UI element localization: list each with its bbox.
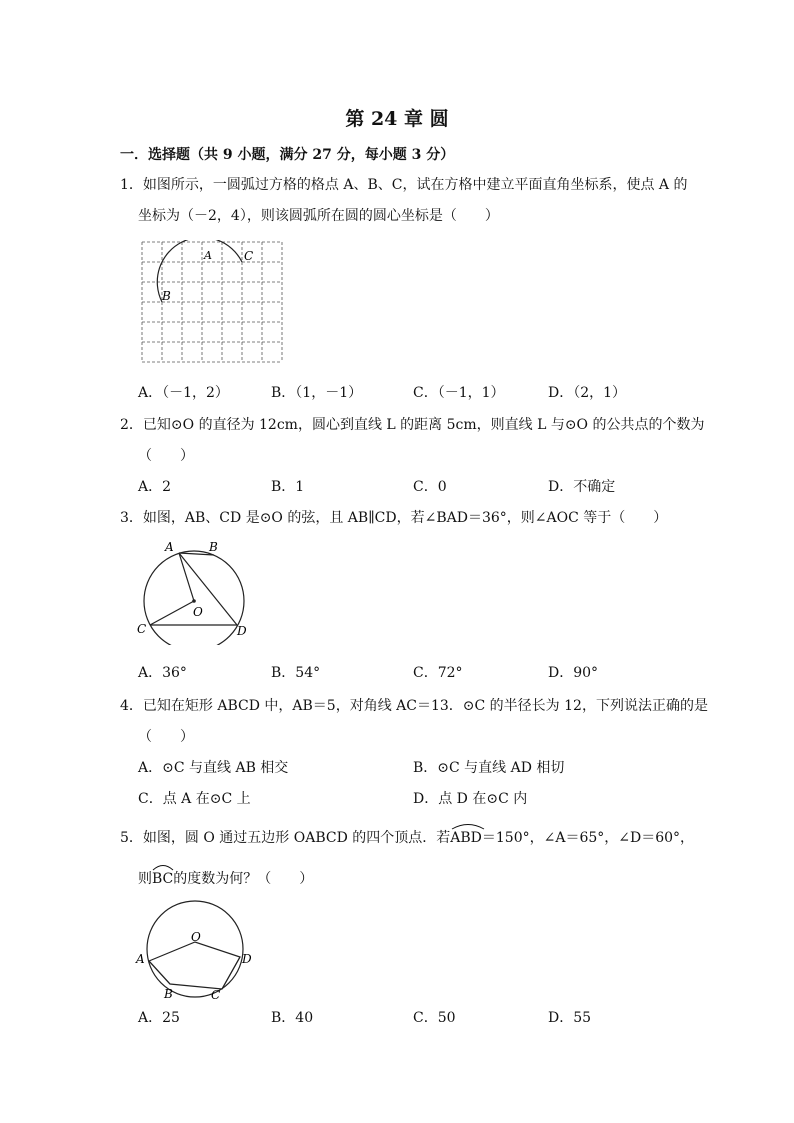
segment-oc	[150, 601, 194, 625]
q4-option-d: D．点 D 在⊙C 内	[413, 791, 528, 807]
q1-option-a: A．（－1，2）	[138, 385, 229, 401]
side-cd	[222, 957, 240, 989]
q1-option-d: D．（2，1）	[548, 385, 627, 401]
label-a: A	[136, 952, 145, 966]
label-d: D	[242, 952, 252, 966]
arc-notation-bc: BC	[152, 869, 173, 889]
label-d: D	[237, 624, 247, 638]
q2-text-line1: 2．已知⊙O 的直径为 12cm，圆心到直线 L 的距离 5cm，则直线 L 与⊙O 的公共点的个数为	[120, 417, 705, 433]
q1-text-line2: 坐标为（－2，4），则该圆弧所在圆的圆心坐标是（ ）	[138, 208, 499, 224]
circle-o	[147, 901, 243, 997]
section-heading: 一．选择题（共 9 小题，满分 27 分，每小题 3 分）	[120, 147, 455, 163]
label-a: A	[165, 540, 174, 554]
q5-option-d: D．55	[548, 1010, 592, 1026]
label-o: O	[191, 930, 201, 944]
label-c: C	[211, 988, 221, 1002]
q2-option-d: D．不确定	[548, 479, 616, 495]
q2-option-b: B．1	[271, 479, 305, 495]
q3-circle-figure	[130, 535, 260, 645]
q2-option-c: C．0	[413, 479, 447, 495]
q5-text-post: ＝150°，∠A＝65°，∠D＝60°，	[481, 830, 695, 846]
q5-text-line1	[120, 828, 694, 848]
q4-option-b: B．⊙C 与直线 AD 相切	[413, 760, 565, 776]
q5-option-c: C．50	[413, 1010, 456, 1026]
q2-text-line2: （ ）	[138, 448, 194, 464]
label-c: C	[244, 249, 254, 263]
q5-text2-post: 的度数为何？（ ）	[173, 871, 314, 887]
q4-option-c: C．点 A 在⊙C 上	[138, 791, 251, 807]
arc-mark-icon	[152, 863, 174, 871]
q1-option-c: C．（－1，1）	[413, 385, 505, 401]
q3-text-line1: 3．如图，AB、CD 是⊙O 的弦，且 AB∥CD，若∠BAD＝36°，则∠AOC 等于（ ）	[120, 510, 668, 526]
q5-pentagon-figure	[130, 895, 265, 1005]
label-b: B	[209, 540, 218, 554]
circle-o	[144, 551, 244, 645]
page-title: 第 24 章 圆	[345, 108, 449, 130]
q4-option-a: A．⊙C 与直线 AB 相交	[138, 760, 289, 776]
q2-option-a: A．2	[138, 479, 172, 495]
label-a: A	[204, 249, 212, 262]
q3-option-b: B．54°	[271, 665, 321, 681]
q5-option-b: B．40	[271, 1010, 314, 1026]
q3-option-c: C．72°	[413, 665, 463, 681]
q5-text-line2	[138, 869, 313, 889]
q1-grid-figure	[138, 240, 288, 370]
label-c: C	[137, 622, 147, 636]
label-o: O	[193, 605, 203, 619]
q5-text-pre: 5．如图，圆 O 通过五边形 OABCD 的四个顶点．若	[120, 830, 451, 846]
center-point	[192, 599, 196, 603]
q4-text-line1: 4．已知在矩形 ABCD 中，AB＝5，对角线 AC＝13．⊙C 的半径长为 12，下列说法正确的是	[120, 698, 708, 714]
q1-text-line1: 1．如图所示，一圆弧过方格的格点 A、B、C，试在方格中建立平面直角坐标系，使点 A 的	[120, 177, 688, 193]
q1-option-b: B．（1，－1）	[271, 385, 363, 401]
q5-option-a: A．25	[138, 1010, 180, 1026]
q3-option-a: A．36°	[138, 665, 187, 681]
arc-mark-icon	[450, 822, 486, 830]
q5-text2-pre: 则	[138, 871, 152, 887]
q4-text-line2: （ ）	[138, 729, 194, 745]
q3-option-d: D．90°	[548, 665, 599, 681]
segment-oa	[179, 553, 194, 601]
label-b: B	[162, 289, 171, 303]
label-b: B	[164, 987, 173, 1001]
arc-notation-abd: ABD	[450, 828, 482, 848]
